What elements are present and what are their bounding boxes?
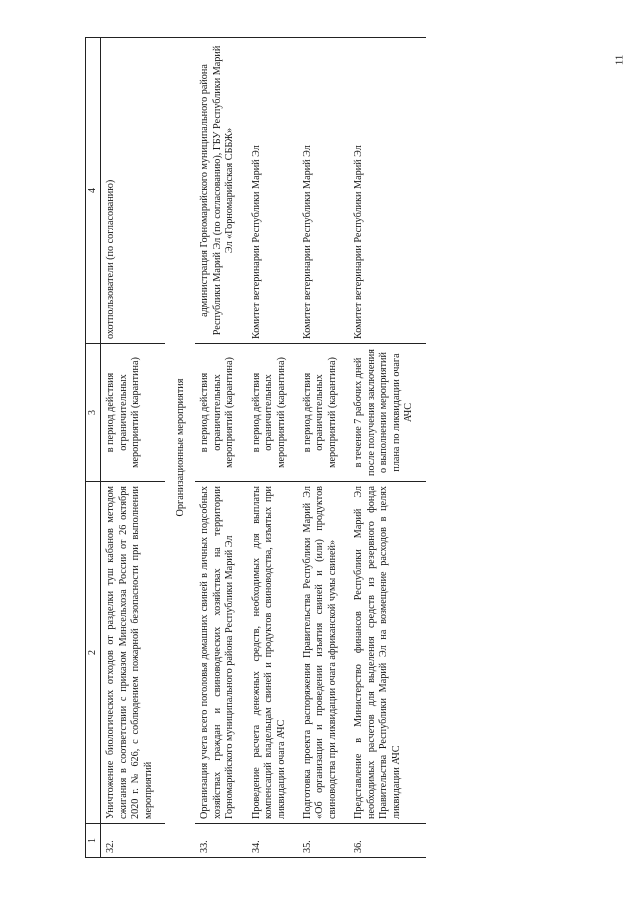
row-number: 34.: [247, 824, 298, 858]
table-row: [195, 38, 246, 858]
row-number: 32.: [101, 824, 165, 858]
row-responsible: администрация Горномарийского муниципального района Республики Марий Эл (по согласованию), ГБУ Республики Марий Эл «Горномарийская СББЖ»: [195, 38, 246, 344]
header-col-2: 2: [86, 482, 101, 824]
table-row: [247, 38, 298, 858]
row-term: в период действия ограничительных мероприятий (карантина): [101, 344, 165, 482]
row-number: 35.: [298, 824, 349, 858]
row-action: Представление в Министерство финансов Республики Марий Эл необходимых расчетов для выделения средств из резервного фонда Правительства Республики Марий Эл на возмещение расходов в целях ликвидации АЧС: [349, 482, 425, 824]
row-number: 33.: [195, 824, 246, 858]
row-term: в период действия ограничительных мероприятий (карантина): [298, 344, 349, 482]
row-responsible: Комитет ветеринарии Республики Марий Эл: [298, 38, 349, 344]
plan-table: [85, 37, 426, 858]
row-action: Уничтожение биологических отходов от разделки туш кабанов методом сжигания в соответствии с приказом Минсельхоза России от 26 октября 2020 г. № 626, с соблюдением пожарной безопасности при выполнении мероприятий: [101, 482, 165, 824]
section-row: [165, 38, 195, 858]
row-responsible: охотпользователи (по согласованию): [101, 38, 165, 344]
table-row: [298, 38, 349, 858]
header-col-1: 1: [86, 824, 101, 858]
row-term: в период действия ограничительных мероприятий (карантина): [247, 344, 298, 482]
row-number: 36.: [349, 824, 425, 858]
table-row: [349, 38, 425, 858]
row-responsible: Комитет ветеринарии Республики Марий Эл: [247, 38, 298, 344]
table-row: [101, 38, 165, 858]
rotated-page-content: [85, 38, 555, 858]
row-action: Организация учета всего поголовья домашних свиней в личных подсобных хозяйствах граждан и свиноводческих хозяйствах на территории Горномарийского муниципального района Республики Марий Эл: [195, 482, 246, 824]
row-term: в течение 7 рабочих дней после получения заключения о выполнении мероприятий плана по ликвидации очага АЧС: [349, 344, 425, 482]
section-title: Организационные мероприятия: [165, 38, 195, 858]
page-number: 11: [613, 54, 626, 66]
row-action: Подготовка проекта распоряжения Правительства Республики Марий Эл «Об организации и проведении изъятия свиней и (или) продуктов свиноводства при ликвидации очага африканской чумы свиней»: [298, 482, 349, 824]
row-responsible: Комитет ветеринарии Республики Марий Эл: [349, 38, 425, 344]
row-action: Проведение расчета денежных средств, необходимых для выплаты компенсаций владельцам свиней и продуктов свиноводства, изъятых при ликвидации очага АЧС: [247, 482, 298, 824]
row-term: в период действия ограничительных мероприятий (карантина): [195, 344, 246, 482]
header-col-4: 4: [86, 38, 101, 344]
header-col-3: 3: [86, 344, 101, 482]
table-header-row: [86, 38, 101, 858]
